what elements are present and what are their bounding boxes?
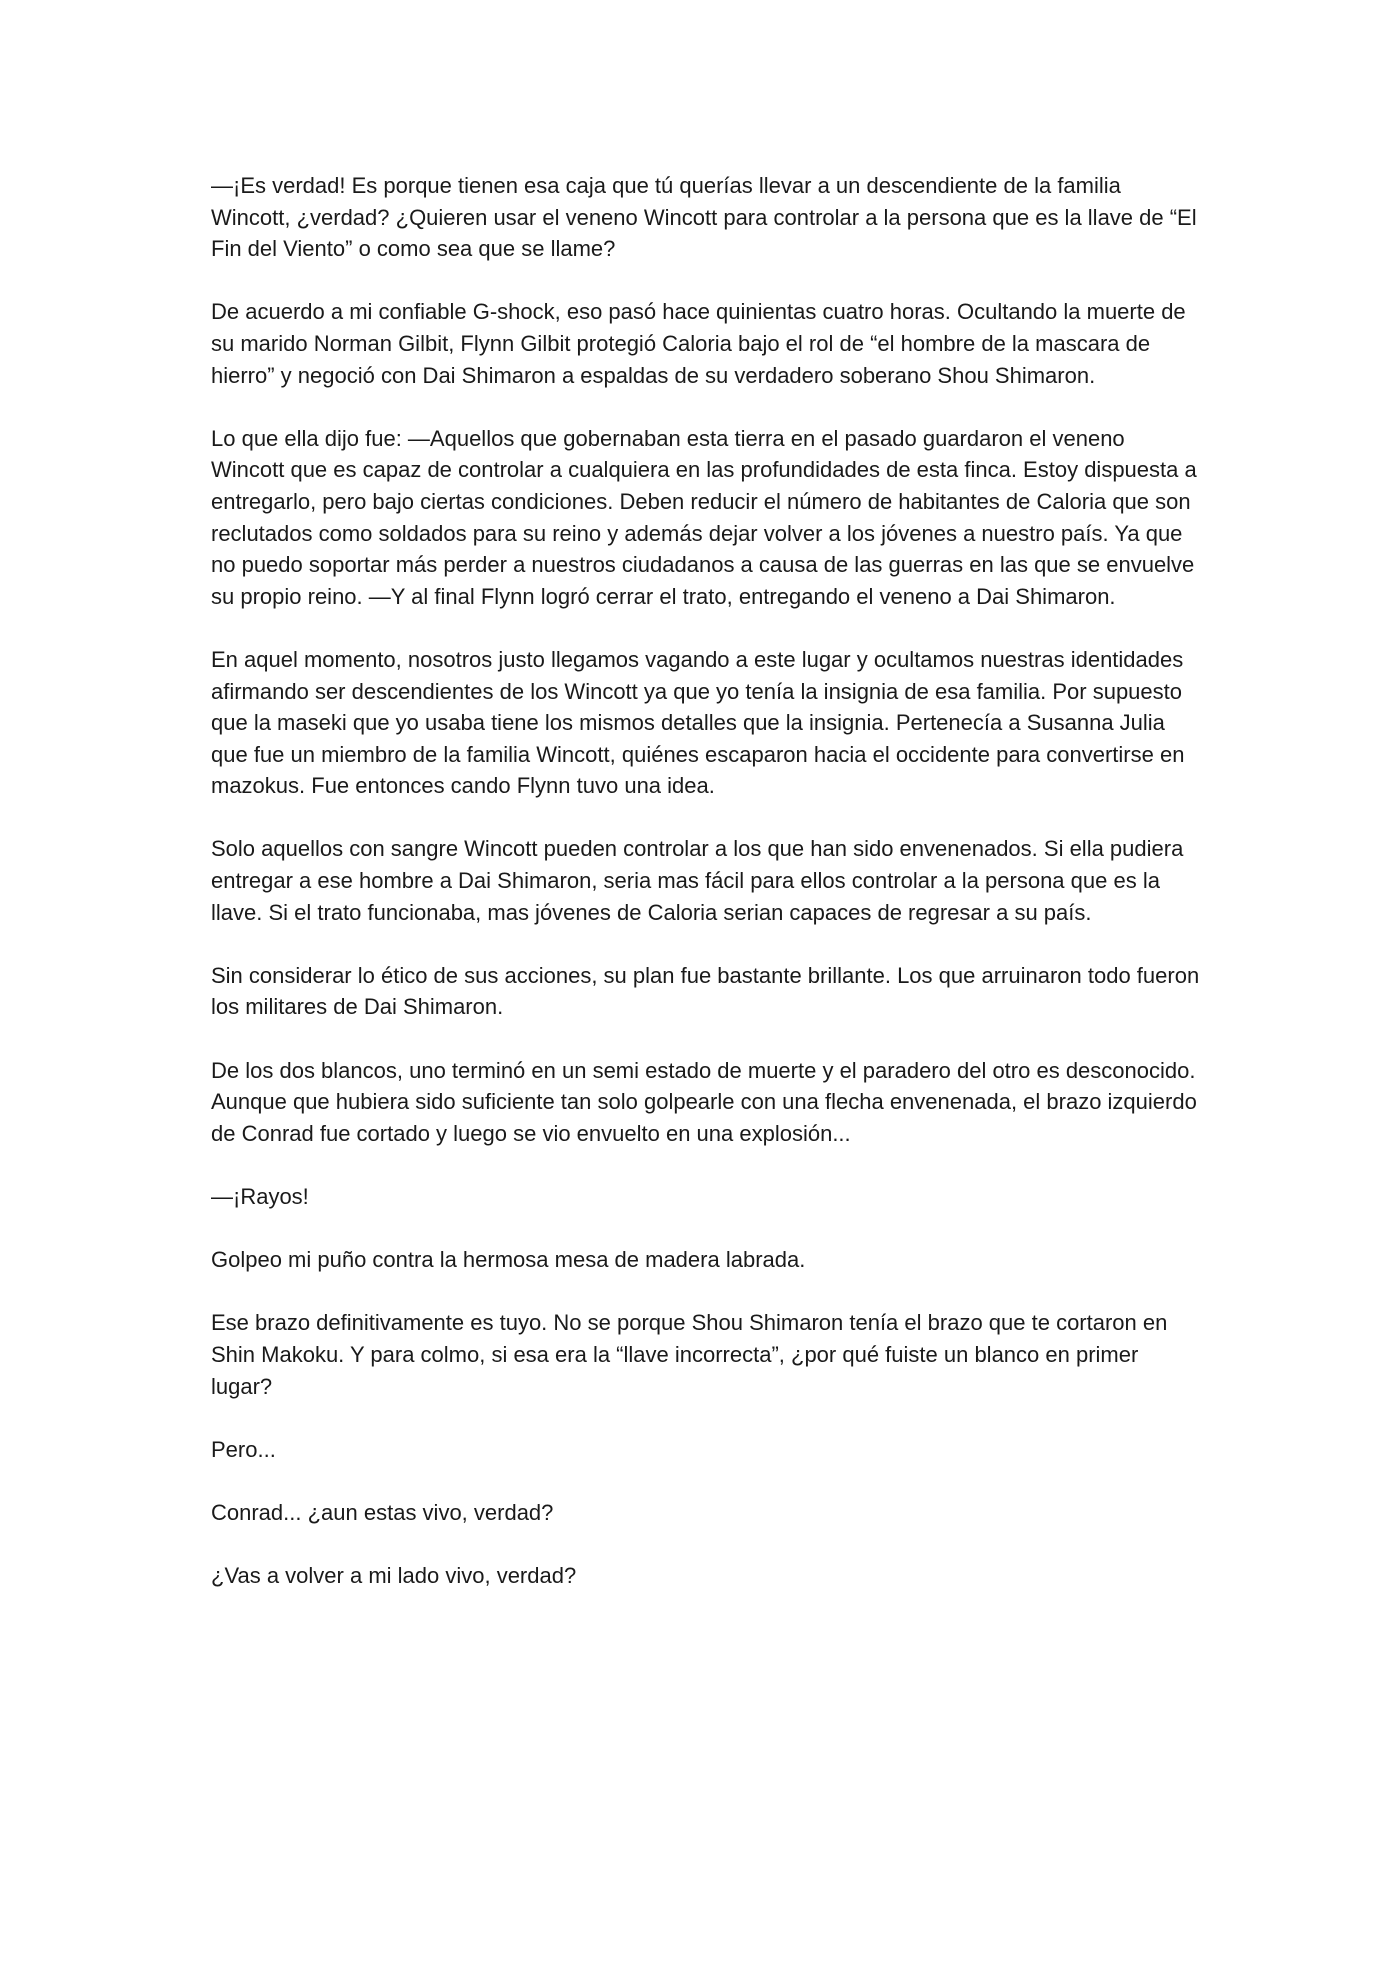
paragraph: De acuerdo a mi confiable G-shock, eso pasó hace quinientas cuatro horas. Ocultando la muerte de su marido Norman Gilbit, Flynn Gilbit protegió Caloria bajo el rol de “el hombre de la mascara de hierro” y negoció con Dai Shimaron a espaldas de su verdadero soberano Shou Shimaron. bbox=[211, 299, 1186, 388]
paragraph: —¡Rayos! bbox=[211, 1184, 309, 1209]
paragraph: Golpeo mi puño contra la hermosa mesa de madera labrada. bbox=[211, 1247, 806, 1273]
paragraph: En aquel momento, nosotros justo llegamos vagando a este lugar y ocultamos nuestras identidades afirmando ser descendientes de los Wincott ya que yo tenía la insignia de esa familia. Por supuesto que la maseki que yo usaba tiene los mismos detalles que la insignia. Pertenecía a Susanna Julia que fue un miembro de la familia Wincott, quiénes escaparon hacia el occidente para convertirse en mazokus. Fue entonces cando Flynn tuvo una idea. bbox=[211, 646, 1185, 799]
paragraph: ¿Vas a volver a mi lado vivo, verdad? bbox=[211, 1563, 577, 1589]
paragraph: De los dos blancos, uno terminó en un semi estado de muerte y el paradero del otro es desconocido. Aunque que hubiera sido suficiente tan solo golpearle con una flecha envenenada, el brazo izquierdo de Conrad fue cortado y luego se vio envuelto en una explosión... bbox=[211, 1057, 1197, 1146]
paragraph: Pero... bbox=[211, 1436, 276, 1462]
paragraph: Sin considerar lo ético de sus acciones, su plan fue bastante brillante. Los que arruinaron todo fueron los militares de Dai Shimaron. bbox=[211, 962, 1200, 1020]
paragraph: Conrad... ¿aun estas vivo, verdad? bbox=[211, 1499, 554, 1525]
paragraph: Lo que ella dijo fue: —Aquellos que gobernaban esta tierra en el pasado guardaron el veneno Wincott que es capaz de controlar a cualquiera en las profundidades de esta finca. Estoy dispuesta a entregarlo, pero bajo ciertas condiciones. Deben reducir el número de habitantes de Caloria que son reclutados como soldados para su reino y además dejar volver a los jóvenes a nuestro país. Ya que no puedo soportar más perder a nuestros ciudadanos a causa de las guerras en las que se envuelve su propio reino. —Y al final Flynn logró cerrar el trato, entregando el veneno a Dai Shimaron. bbox=[211, 425, 1197, 609]
paragraph: Ese brazo definitivamente es tuyo. No se porque Shou Shimaron tenía el brazo que te cortaron en Shin Makoku. Y para colmo, si esa era la “llave incorrecta”, ¿por qué fuiste un blanco en primer lugar? bbox=[211, 1310, 1168, 1399]
document-body bbox=[211, 170, 1201, 1623]
paragraph: —¡Es verdad! Es porque tienen esa caja que tú querías llevar a un descendiente de la familia Wincott, ¿verdad? ¿Quieren usar el veneno Wincott para controlar a la persona que es la llave de “El Fin del Viento” o como sea que se llame? bbox=[211, 173, 1197, 262]
paragraph: Solo aquellos con sangre Wincott pueden controlar a los que han sido envenenados. Si ella pudiera entregar a ese hombre a Dai Shimaron, seria mas fácil para ellos controlar a la persona que es la llave. Si el trato funcionaba, mas jóvenes de Caloria serian capaces de regresar a su país. bbox=[211, 836, 1184, 925]
